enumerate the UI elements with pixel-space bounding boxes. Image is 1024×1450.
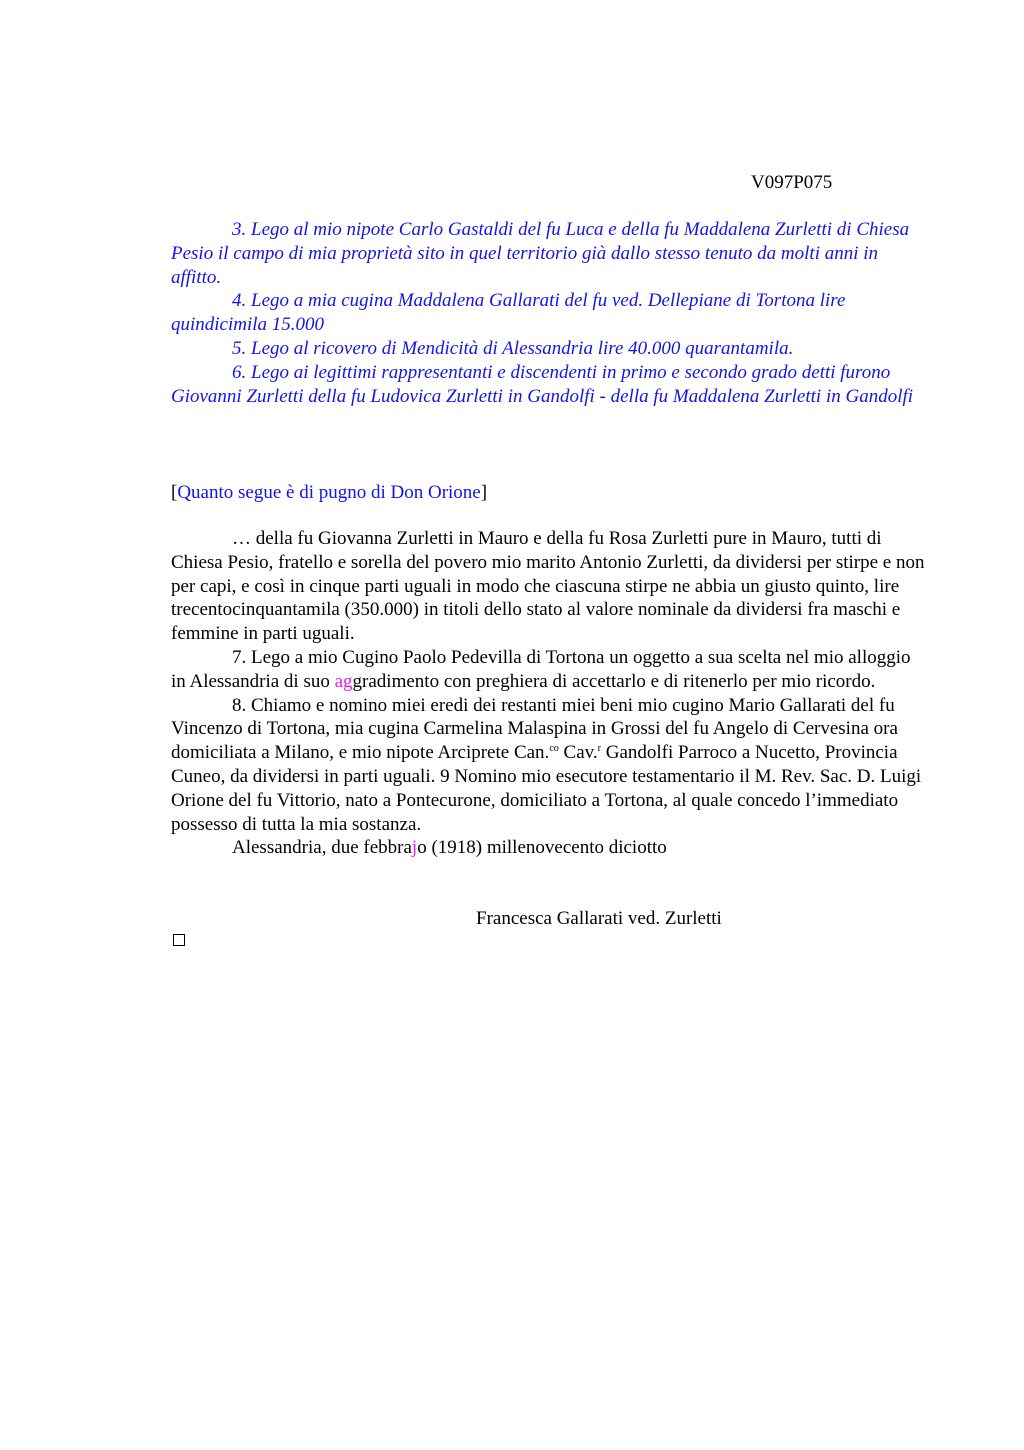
highlighted-letter: j bbox=[411, 837, 418, 859]
handwritten-section bbox=[171, 527, 927, 860]
paragraph-7-text-end: gradimento con preghiera di accettarlo e di ritenerlo per mio ricordo. bbox=[352, 670, 876, 692]
paragraph-8-text: 8. Chiamo e nomino miei eredi dei restanti miei beni mio cugino Mario Gallarati del fu Vincenzo di Tortona, mia cugina Carmelina Malaspina in Grossi del fu Angelo di Cervesina ora domiciliata a Milano, e mio nipote Arciprete Can. bbox=[171, 694, 898, 764]
superscript-r: r bbox=[597, 743, 601, 755]
paragraph-8 bbox=[171, 694, 927, 837]
bequest-paragraph-6: 6. Lego ai legittimi rappresentanti e discendenti in primo e secondo grado detti furono Giovanni Zurletti della fu Ludovica Zurletti in Gandolfi - della fu Maddalena Zurletti in Gandolfi bbox=[171, 361, 914, 407]
paragraph-8-text-mid: Cav. bbox=[558, 742, 598, 764]
date-line-text-end: o (1918) millenovecento diciotto bbox=[417, 837, 667, 859]
bequest-paragraph-5: 5. Lego al ricovero di Mendicità di Alessandria lire 40.000 quarantamila. bbox=[232, 337, 794, 359]
page-reference: V097P075 bbox=[751, 172, 833, 193]
end-marker-square-icon bbox=[173, 934, 185, 946]
paragraph-7 bbox=[171, 646, 927, 694]
highlighted-correction: ag bbox=[334, 670, 353, 692]
bequest-paragraph-3: 3. Lego al mio nipote Carlo Gastaldi del fu Luca e della fu Maddalena Zurletti di Chiesa Pesio il campo di mia proprietà sito in quel territorio già dallo stesso tenuto da molti anni in affitto. bbox=[171, 219, 910, 288]
note-close-bracket: ] bbox=[480, 482, 488, 503]
date-line bbox=[171, 836, 927, 860]
bequest-paragraph-4: 4. Lego a mia cugina Maddalena Gallarati del fu ved. Dellepiane di Tortona lire quindicimila 15.000 bbox=[171, 290, 846, 336]
paragraph-7-text: 7. Lego a mio Cugino Paolo Pedevilla di Tortona un oggetto a sua scelta nel mio alloggio in Alessandria di suo bbox=[171, 646, 911, 692]
italic-bequests bbox=[171, 218, 916, 408]
editorial-note bbox=[171, 481, 487, 505]
signature: Francesca Gallarati ved. Zurletti bbox=[476, 908, 722, 929]
note-open-bracket: [ bbox=[171, 482, 178, 503]
paragraph-continuation: … della fu Giovanna Zurletti in Mauro e della fu Rosa Zurletti pure in Mauro, tutti di Chiesa Pesio, fratello e sorella del povero mio marito Antonio Zurletti, da dividersi per stirpe e non per capi, e così in cinque parti uguali in modo che ciascuna stirpe ne abbia un giusto quinto, lire trecentocinquantamila (350.000) in titoli dello stato al valore nominale da dividersi fra maschi e femmine in parti uguali. bbox=[171, 528, 925, 645]
superscript-co: co bbox=[549, 743, 559, 755]
note-text: Quanto segue è di pugno di Don Orione bbox=[177, 482, 481, 503]
date-line-text: Alessandria, due febbra bbox=[232, 837, 412, 859]
paragraph-8-text-end: Gandolfi Parroco a Nucetto, Provincia Cuneo, da dividersi in parti uguali. 9 Nomino mio esecutore testamentario il M. Rev. Sac. D. Luigi Orione del fu Vittorio, nato a Pontecurone, domiciliato a Tortona, al quale concedo l’immediato possesso di tutta la mia sostanza. bbox=[171, 742, 922, 835]
